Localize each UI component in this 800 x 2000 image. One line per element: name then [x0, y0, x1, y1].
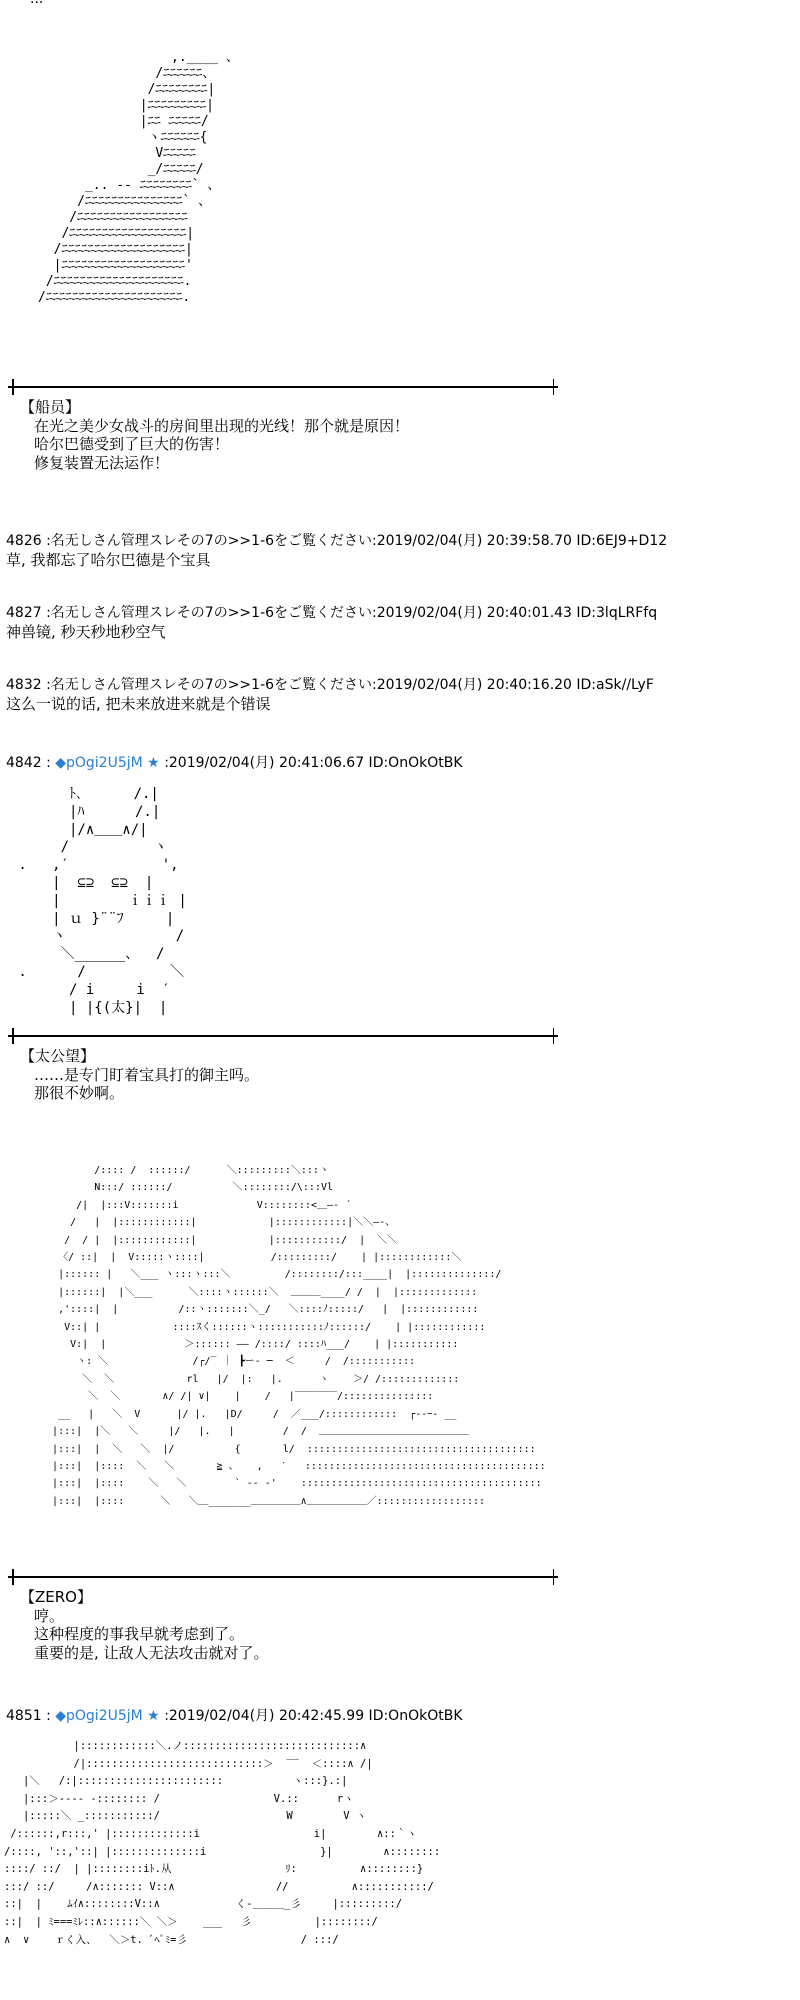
separator: [8, 379, 558, 395]
aa-art-zero: /:::: / ::::::/ ＼:::::::::＼:::ヽ N:::/ ::::::/ ＼::::::::/\:::Vl /| |:::V:::::::i V::::::::<＿—‐ ´ / | |::::::::::::| |::::::::::::|＼＼—-、 / / | |::::::::::::| |:::::::::::/ | ＼＼ 〈/ ::| | V:::::ヽ::::| /:::::::::/ | |::::::::::::＼ |:::::: | ＼___ ヽ:::ヽ:::＼ /::::::::/:::____| |::::::::::::::/ |::::::| |＼___ ＼::::ヽ::::::＼ ＿＿＿____/ / | |::::::::::::: ,'::::| | /::ヽ:::::::＼_/ ＼::::ﾉ:::::/ | |:::::::::::: V::| | ::::ｽく::::::ヽ:::::::::::ﾉ::::::/ | |:::::::::::: V:| | ＞:::::: —— /::::/ ::::ﾊ___/ | |::::::::::: ヽ: ＼ ∕┌/‾ ｜ ┣ー‐ ─ ＜ / /::::::::::: ＼ ＼ rl |/ |: |. ヽ ＞/ /::::::::::::: ＼ ＼ ∧/ /| ∨| | / |‾‾‾‾‾‾‾/::::::::::::::: __ | ＼ V |/ |. |D/ / ／___/:::::::::::: ┌‐-ｰ- __ |:::| |＼ ＼ |/ |. | / / ＿＿＿＿＿＿＿＿＿＿＿＿＿＿＿ |:::| | ＼ ＼ |/ { l/ :::::::::::::::::::::::::::::::::::::: |:::| |:::: ＼ ＼ ≧ 、 , ′ :::::::::::::::::::::::::::::::::::::::: |:::| |:::: ＼ ＼ ` ‐- ‐' :::::::::::::::::::::::::::::::::::::::: |:::| |:::: ＼ ＼＿_______＿＿＿＿＿∧＿＿＿＿＿＿／::::::::::::::::::: [52, 1165, 546, 1507]
aa-art-crewman: ,.____ 、 /ﾆﾆﾆﾆﾆﾆ、 /ﾆﾆﾆﾆﾆﾆﾆﾆ| |ﾆﾆﾆﾆﾆﾆﾆﾆﾆ| |ﾆﾆ ﾆﾆﾆﾆﾆ/ ヽﾆﾆﾆﾆﾆﾆ{ Vﾆﾆﾆﾆﾆ _/ﾆﾆﾆﾆﾆ/ _.. -‐ ﾆﾆﾆﾆﾆﾆﾆﾆ` 、 /ﾆﾆﾆﾆﾆﾆﾆﾆﾆﾆﾆﾆﾆﾆﾆ` 、 /ﾆﾆﾆﾆﾆﾆﾆﾆﾆﾆﾆﾆﾆﾆﾆﾆﾆ /ﾆﾆﾆﾆﾆﾆﾆﾆﾆﾆﾆﾆﾆﾆﾆﾆﾆﾆ| /ﾆﾆﾆﾆﾆﾆﾆﾆﾆﾆﾆﾆﾆﾆﾆﾆﾆﾆﾆ| |ﾆﾆﾆﾆﾆﾆﾆﾆﾆﾆﾆﾆﾆﾆﾆﾆﾆﾆﾆ' /ﾆﾆﾆﾆﾆﾆﾆﾆﾆﾆﾆﾆﾆﾆﾆﾆﾆﾆﾆﾆ. /ﾆﾆﾆﾆﾆﾆﾆﾆﾆﾆﾆﾆﾆﾆﾆﾆﾆﾆﾆﾆﾆ.: [38, 50, 239, 305]
top-fragment: [30, 0, 43, 7]
speech-line: ……是专门盯着宝具打的御主吗。: [34, 1065, 260, 1084]
speech-line: 那很不妙啊。: [34, 1084, 125, 1102]
speech-line: 重要的是, 让敌人无法攻击就对了。: [34, 1643, 269, 1662]
post-header-4832: 4832 :名无しさん管理スレその7の>>1-6をご覧ください:2019/02/04(月) 20:40:16.20 ID:aSk//LyF: [6, 677, 654, 693]
post-header-4842: [6, 752, 463, 772]
separator: [8, 1569, 558, 1585]
speech-zero: [20, 1588, 269, 1662]
post-number: 4851 :: [6, 1708, 51, 1724]
speech-line: 哼。: [34, 1606, 65, 1625]
post-body-4827: 神兽镜, 秒天秒地秒空气: [6, 623, 166, 641]
speaker-name: 【ZERO】: [20, 1588, 92, 1606]
speaker-name: 【船员】: [20, 398, 81, 416]
post-header-4851: [6, 1705, 463, 1725]
tripcode: ◆pOgi2U5jM ★: [55, 755, 160, 771]
speech-crewman: [20, 398, 409, 472]
speech-line: 这种程度的事我早就考虑到了。: [34, 1625, 245, 1643]
separator: [8, 1028, 558, 1044]
post-number: 4842 :: [6, 755, 51, 771]
speech-line: 在光之美少女战斗的房间里出现的光线！那个就是原因！: [34, 416, 410, 435]
post-header-4826: 4826 :名无しさん管理スレその7の>>1-6をご覧ください:2019/02/04(月) 20:39:58.70 ID:6EJ9+D12: [6, 533, 668, 549]
post-meta: :2019/02/04(月) 20:42:45.99 ID:OnOkOtBK: [164, 1708, 463, 1724]
speech-line: 修复装置无法运作！: [34, 453, 170, 472]
speaker-name: 【太公望】: [20, 1047, 96, 1065]
speech-line: 哈尔巴德受到了巨大的伤害！: [34, 435, 230, 453]
post-meta: :2019/02/04(月) 20:41:06.67 ID:OnOkOtBK: [164, 755, 463, 771]
speech-taikoubou: [20, 1047, 259, 1103]
aa-art-scene: |::::::::::::＼.ノ::::::::::::::::::::::::::::∧ /|::::::::::::::::::::::::::::＞ ‾‾ ＜::::∧ /| |＼ /:|::::::::::::::::::::::: ヽ:::}.:| |:::＞‐‐‐‐ ‐:::::::: / V.:: rヽ |:::::＼ _:::::::::::/ W V ヽ /::::::,r:::,' |:::::::::::::i i| ∧::｀ヽ /::::, '::,'::| |::::::::::::::i }| ∧:::::::: ::::/ ::/ | |::::::::iﾄ.从 ﾘ: ∧::::::::} :::/ ::/ /∧::::::: V::∧ // ∧:::::::::::/ ::| | ﾑｲ∧::::::::V::∧ く‐＿＿＿_彡 |:::::::::/ ::| | ﾐ===ﾐﾚ::∧::::::＼ ＼＞ ___ 彡 |::::::::/ ∧ ∨ ｒく入、 ＼＞t. ﾞﾍﾞﾐ=彡 / :::/: [4, 1740, 441, 1946]
aa-art-taikoubou: ﾄ､ /.| |ﾊ /.| |/∧＿＿∧/| / ヽ . ,′ ', | ⊆⊇ ⊆⊇ | | ｉｉｉ | | ｕ }¨¨ﾌ | ヽ / ＼______、 / . / ＼ / i i ′ | |{(太}| |: [18, 786, 187, 1016]
post-header-4827: 4827 :名无しさん管理スレその7の>>1-6をご覧ください:2019/02/04(月) 20:40:01.43 ID:3lqLRFfq: [6, 605, 658, 621]
post-body-4832: 这么一说的话, 把未来放进来就是个错误: [6, 695, 271, 713]
post-body-4826: 草, 我都忘了哈尔巴德是个宝具: [6, 551, 211, 569]
tripcode: ◆pOgi2U5jM ★: [55, 1708, 160, 1724]
